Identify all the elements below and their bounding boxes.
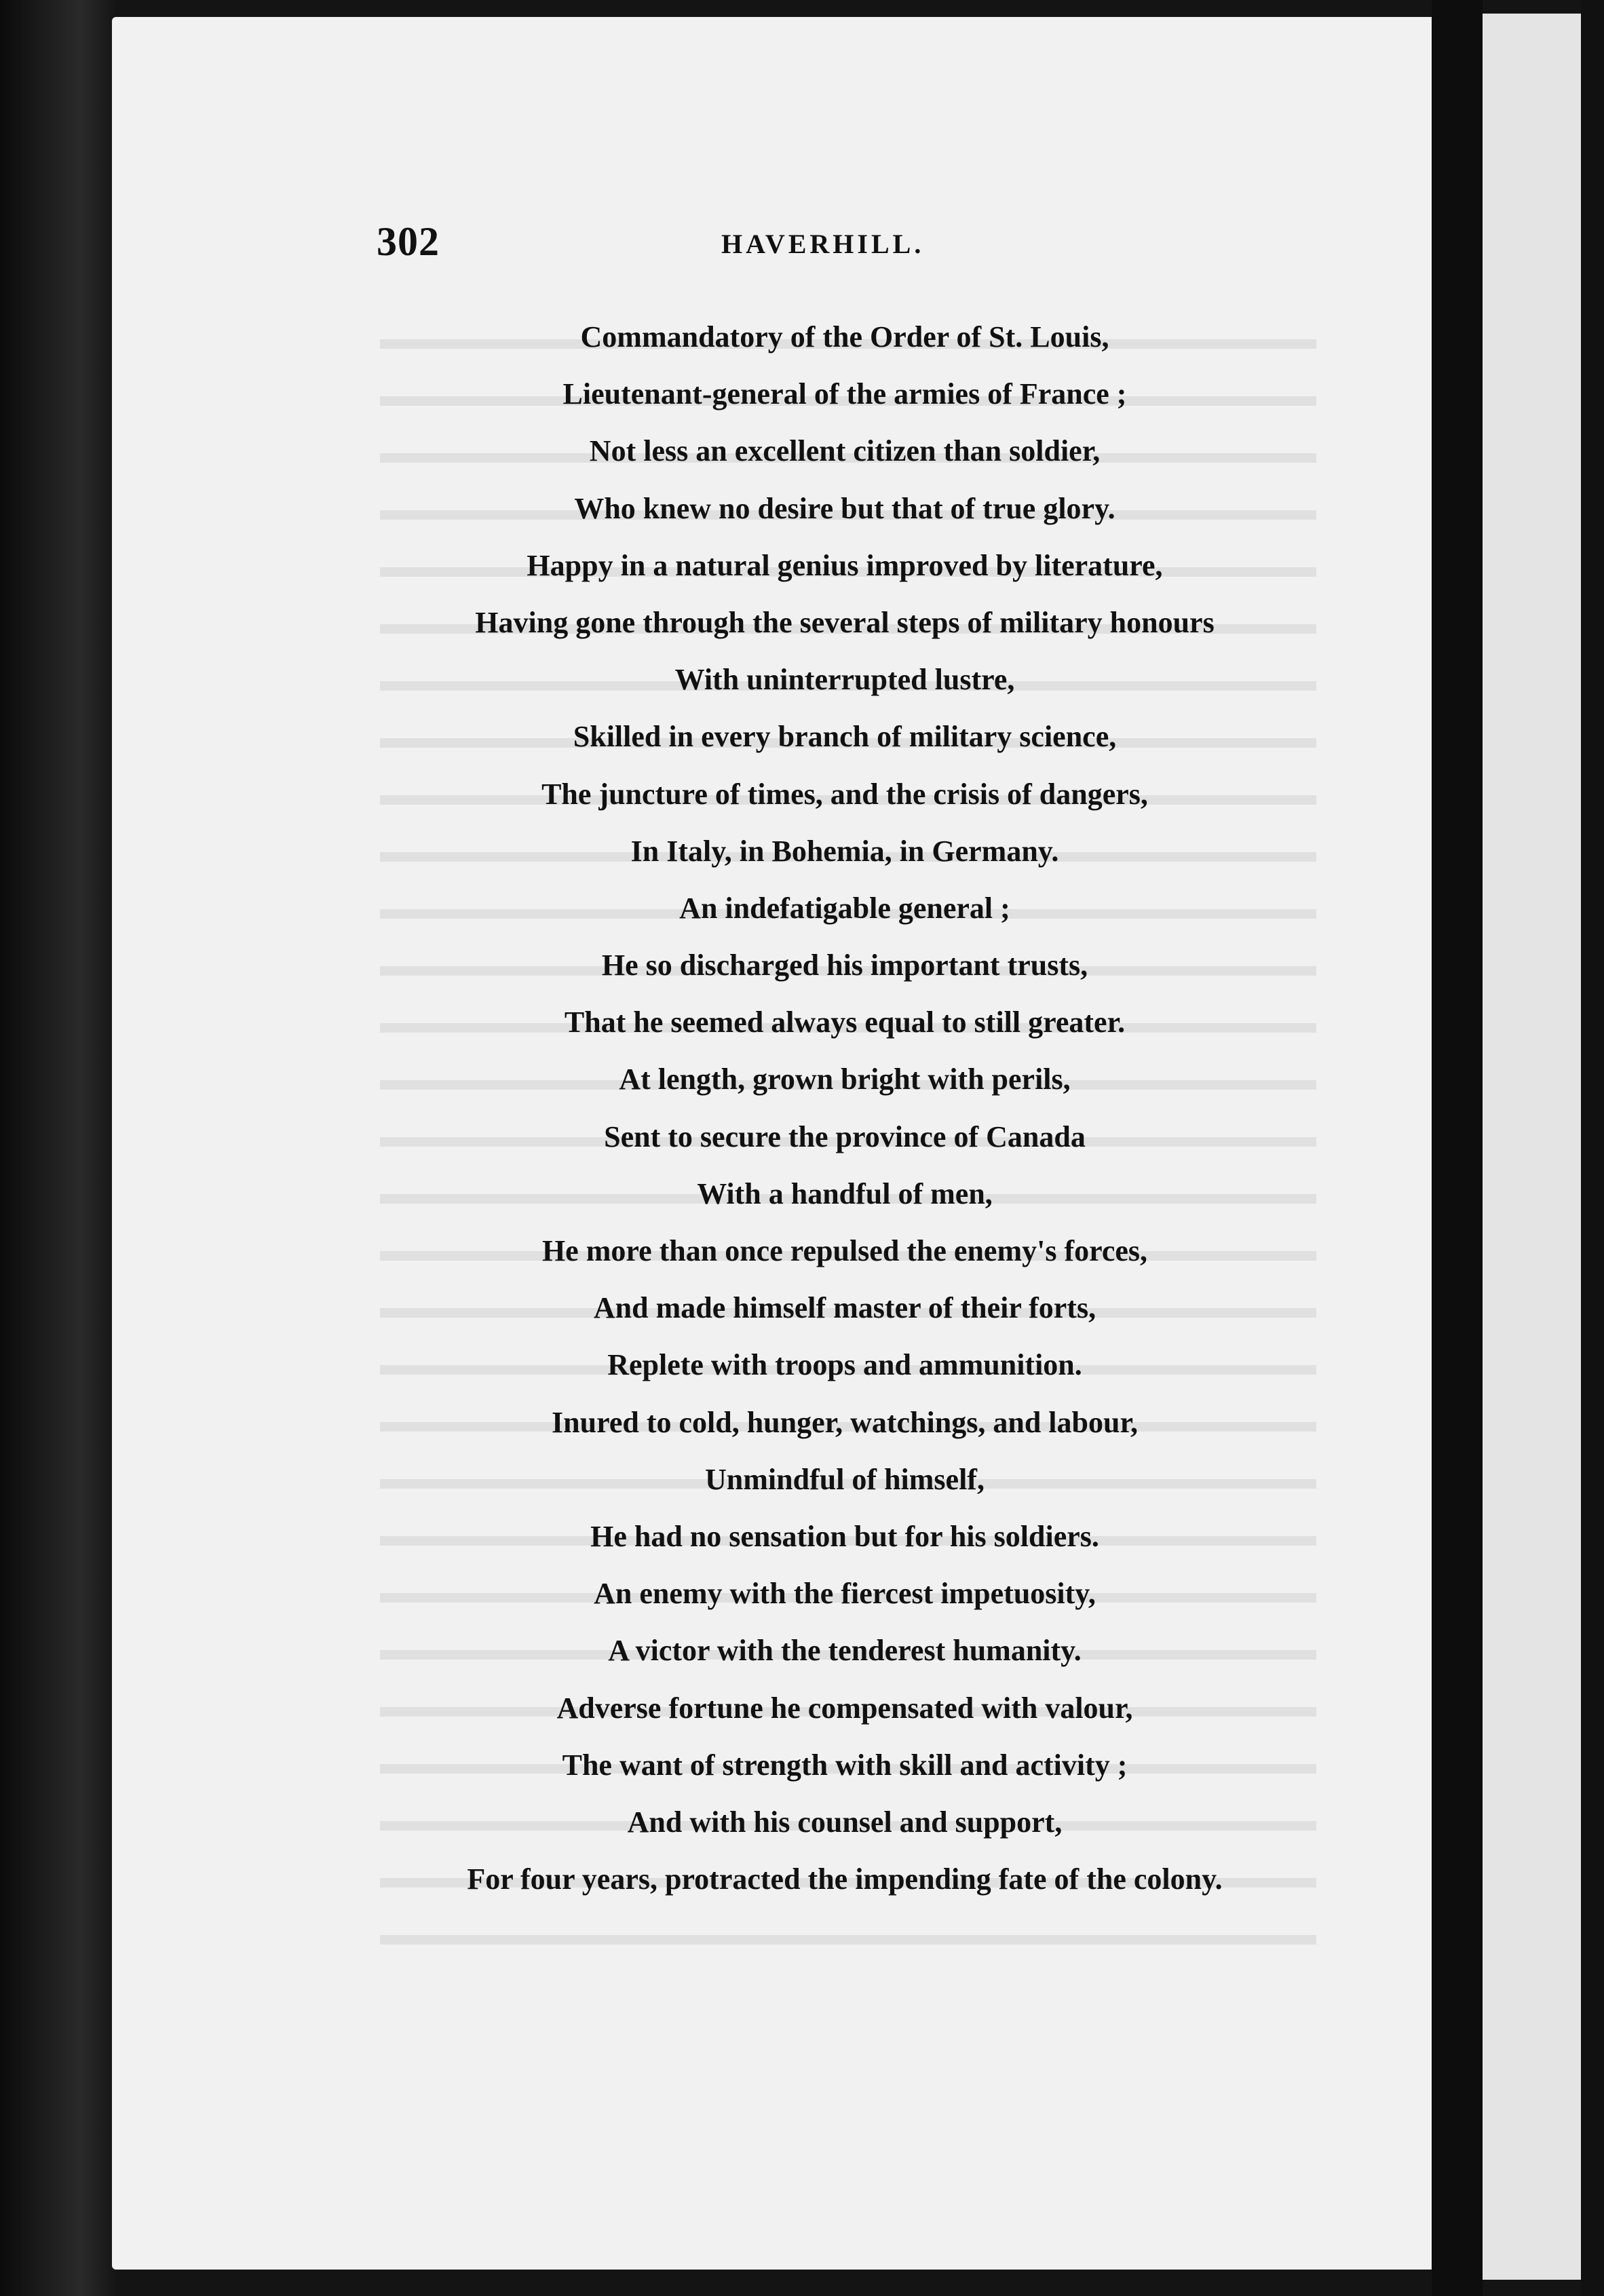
right-book-edge [1581,0,1604,2296]
running-title: HAVERHILL. [721,229,925,259]
inscription-line: With uninterrupted lustre, [674,663,1015,697]
inscription-line: Not less an excellent citizen than soldier, [589,434,1101,468]
inscription-line: A victor with the tenderest humanity. [608,1634,1082,1668]
inscription-line: For four years, protracted the impending fate of the colony. [467,1862,1223,1896]
inscription-line: Happy in a natural genius improved by literature, [527,548,1163,582]
inscription-line: Adverse fortune he compensated with valour, [556,1691,1133,1725]
inscription-line: He more than once repulsed the enemy's forces, [541,1234,1148,1267]
inscription-line: Commandatory of the Order of St. Louis, [580,320,1109,353]
inscription-line: And made himself master of their forts, [593,1291,1096,1325]
inscription-text [377,309,1313,1908]
inscription-line: And with his counsel and support, [627,1805,1063,1839]
inscription-line: Who knew no desire but that of true glory. [574,491,1115,525]
inscription-line: Inured to cold, hunger, watchings, and labour, [552,1405,1138,1439]
inscription-line: At length, grown bright with perils, [619,1063,1071,1096]
inscription-line: The want of strength with skill and activity ; [562,1748,1128,1782]
inscription-line: Sent to secure the province of Canada [604,1120,1086,1153]
inscription-line: Lieutenant-general of the armies of France ; [562,377,1127,411]
inscription-line: The juncture of times, and the crisis of dangers, [541,777,1148,811]
inscription-line: He so discharged his important trusts, [601,949,1088,982]
inscription-line: In Italy, in Bohemia, in Germany. [630,834,1059,868]
inscription-line: Skilled in every branch of military science, [573,720,1117,754]
inscription-line: Unmindful of himself, [705,1462,985,1496]
running-head [377,218,1299,273]
book-spine-edge [0,0,115,2296]
inscription-line: Replete with troops and ammunition. [607,1348,1082,1382]
book-gutter [1432,0,1483,2296]
inscription-line: An enemy with the fiercest impetuosity, [594,1577,1096,1611]
inscription-line: He had no sensation but for his soldiers. [590,1519,1099,1553]
inscription-line: With a handful of men, [697,1176,993,1210]
inscription-line: That he seemed always equal to still greater. [564,1006,1126,1039]
inscription-line: An indefatigable general ; [679,891,1010,925]
page-number: 302 [377,219,440,264]
inscription-line: Having gone through the several steps of military honours [475,605,1215,639]
